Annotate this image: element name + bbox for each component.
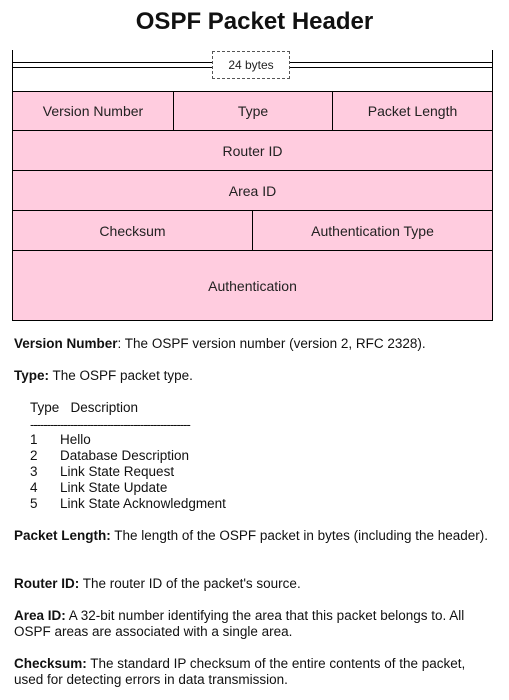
field-version-number-label: Version Number xyxy=(42,103,144,119)
field-area-id xyxy=(12,170,493,211)
desc-checksum xyxy=(14,656,494,688)
desc-area-id xyxy=(14,608,494,640)
desc-router-id-text: The router ID of the packet's source. xyxy=(79,576,301,591)
desc-version-number-text: The OSPF version number (version 2, RFC 2328). xyxy=(121,336,426,351)
field-authentication-label: Authentication xyxy=(208,277,297,294)
type-description: Link State Update xyxy=(60,480,168,495)
type-table-rule: ------------------------------------------------ xyxy=(30,417,190,432)
type-number: 3 xyxy=(30,464,38,479)
type-table-header: Type Description xyxy=(30,400,139,415)
size-label: 24 bytes xyxy=(212,51,290,79)
field-router-id-label: Router ID xyxy=(222,142,283,159)
field-type xyxy=(173,91,333,131)
type-number: 1 xyxy=(30,432,38,447)
field-authentication-type-label: Authentication Type xyxy=(311,222,434,239)
type-table-row xyxy=(30,496,226,512)
field-packet-length-label: Packet Length xyxy=(367,103,458,119)
type-description: Link State Request xyxy=(60,464,175,479)
desc-area-id-text: A 32-bit number identifying the area that this packet belongs to. All OSPF areas are associated with a single area. xyxy=(14,608,465,639)
desc-area-id-term: Area ID: xyxy=(14,608,66,623)
desc-checksum-text: The standard IP checksum of the entire contents of the packet, used for detecting errors in data transmission. xyxy=(14,656,466,687)
field-checksum-label: Checksum xyxy=(99,222,166,239)
desc-router-id xyxy=(14,576,494,592)
desc-packet-length-term: Packet Length: xyxy=(14,528,111,543)
desc-router-id-term: Router ID: xyxy=(14,576,80,591)
desc-packet-length xyxy=(14,528,494,544)
field-authentication-type xyxy=(252,210,493,251)
type-description: Hello xyxy=(60,432,91,447)
type-table-row xyxy=(30,464,226,480)
desc-type-text: The OSPF packet type. xyxy=(49,368,193,383)
field-packet-length xyxy=(332,91,493,131)
desc-type xyxy=(14,368,494,384)
field-type-label: Type xyxy=(237,103,269,119)
type-table-row xyxy=(30,480,226,496)
field-version-number xyxy=(12,91,174,131)
type-number: 2 xyxy=(30,448,38,463)
type-description: Database Description xyxy=(60,448,190,463)
field-checksum xyxy=(12,210,253,251)
desc-type-term: Type: xyxy=(14,368,50,383)
type-description: Link State Acknowledgment xyxy=(60,496,226,511)
type-table-row xyxy=(30,432,226,448)
desc-version-number-term: Version Number xyxy=(14,336,118,351)
field-area-id-label: Area ID xyxy=(228,182,277,199)
desc-version-number-sep: : xyxy=(117,336,122,351)
desc-packet-length-text: The length of the OSPF packet in bytes (including the header). xyxy=(110,528,489,543)
type-table xyxy=(30,400,226,512)
desc-version-number xyxy=(14,336,494,352)
field-router-id xyxy=(12,130,493,171)
desc-checksum-term: Checksum: xyxy=(14,656,87,671)
field-authentication xyxy=(12,250,493,321)
type-number: 4 xyxy=(30,480,38,495)
diagram-title: OSPF Packet Header xyxy=(135,8,374,35)
type-number: 5 xyxy=(30,496,38,511)
type-table-row xyxy=(30,448,226,464)
